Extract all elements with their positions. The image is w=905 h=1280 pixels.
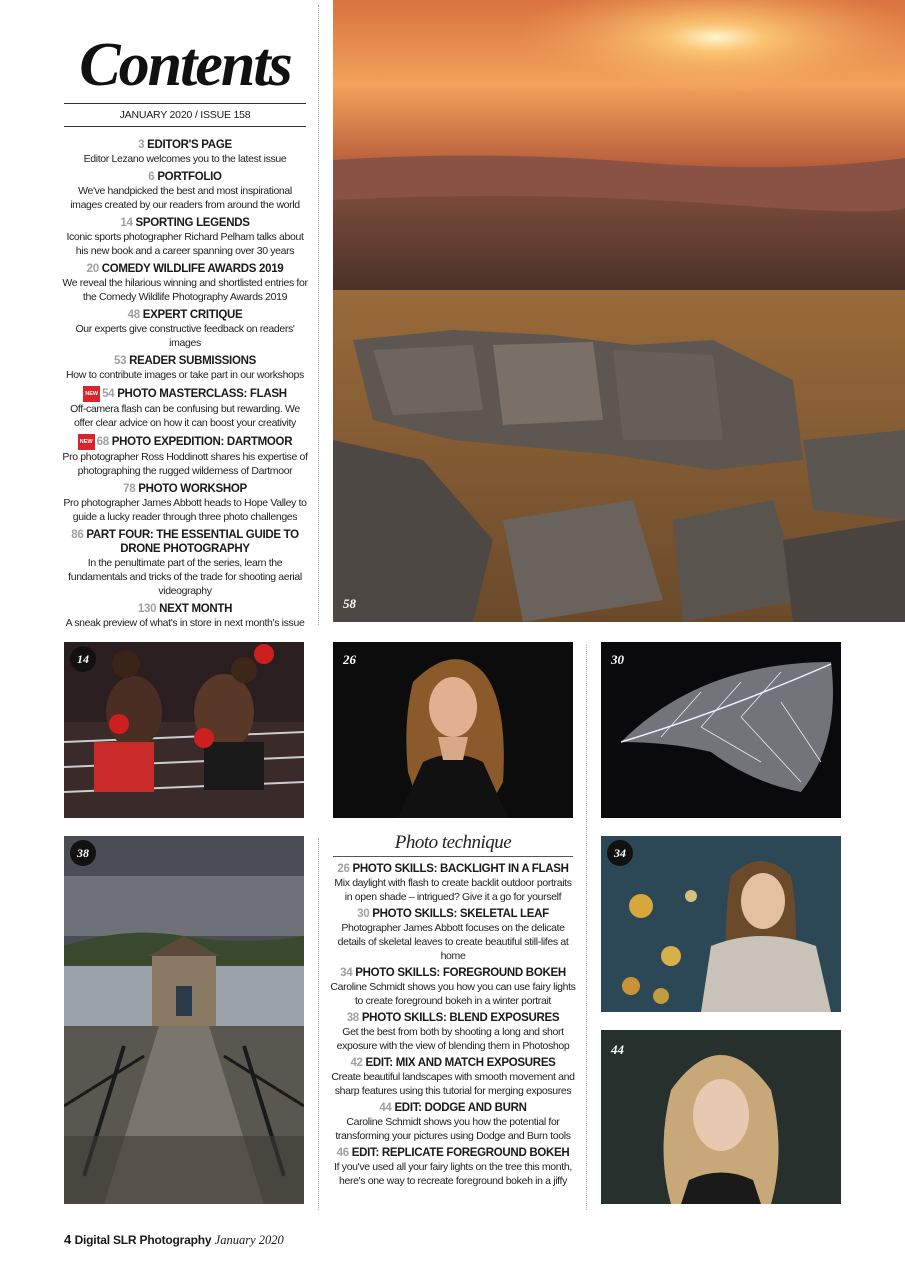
technique-entry[interactable] bbox=[330, 1011, 576, 1053]
page-number: 130 bbox=[137, 603, 157, 615]
entry-description: Photographer James Abbott focuses on the delicate details of skeletal leaves to create beautiful still-lifes at home bbox=[337, 922, 569, 962]
entry-title: PHOTO EXPEDITION: DARTMOOR bbox=[111, 436, 293, 448]
technique-entry[interactable] bbox=[330, 1146, 576, 1188]
entry-description: Get the best from both by shooting a long and short exposure with the view of blending them in Photoshop bbox=[336, 1026, 570, 1052]
entry-title: PHOTO SKILLS: SKELETAL LEAF bbox=[372, 908, 549, 920]
page-number: 26 bbox=[337, 863, 350, 875]
entry-title: NEXT MONTH bbox=[159, 603, 233, 615]
page-number: 53 bbox=[114, 355, 127, 367]
entry-title: COMEDY WILDLIFE AWARDS 2019 bbox=[101, 263, 284, 275]
entry-title: PHOTO MASTERCLASS: FLASH bbox=[117, 388, 287, 400]
page-ref-label: 34 bbox=[607, 840, 633, 866]
entry-title: PHOTO SKILLS: BACKLIGHT IN A FLASH bbox=[352, 863, 569, 875]
entry-title: PHOTO SKILLS: FOREGROUND BOKEH bbox=[355, 967, 566, 979]
entry-title: EDIT: MIX AND MATCH EXPOSURES bbox=[365, 1057, 556, 1069]
entry-title: PART FOUR: THE ESSENTIAL GUIDE TO DRONE PHOTOGRAPHY bbox=[86, 529, 299, 555]
page-number: 78 bbox=[123, 483, 136, 495]
magazine-name: Digital SLR Photography bbox=[74, 1233, 212, 1247]
table-of-contents bbox=[62, 138, 308, 634]
page-number: 86 bbox=[71, 529, 84, 541]
entry-description: We reveal the hilarious winning and shortlisted entries for the Comedy Wildlife Photography Awards 2019 bbox=[62, 277, 308, 303]
toc-entry[interactable] bbox=[62, 386, 308, 430]
toc-entry[interactable] bbox=[62, 434, 308, 478]
issue-date: January 2020 bbox=[214, 1233, 284, 1247]
toc-entry[interactable] bbox=[62, 170, 308, 212]
page-ref-label: 58 bbox=[343, 596, 356, 611]
page-number: 54 bbox=[102, 388, 115, 400]
boxing-photo[interactable] bbox=[64, 642, 304, 818]
toc-entry[interactable] bbox=[62, 528, 308, 598]
technique-entry[interactable] bbox=[330, 1101, 576, 1143]
entry-description: Off-camera flash can be confusing but rewarding. We offer clear advice on how it can boost your creativity bbox=[70, 403, 300, 429]
entry-title: PHOTO WORKSHOP bbox=[138, 483, 247, 495]
skeletal-leaf-photo[interactable] bbox=[601, 642, 841, 818]
page-number: 42 bbox=[350, 1057, 363, 1069]
entry-description: If you've used all your fairy lights on the tree this month, here's one way to recreate foreground bokeh in a jiffy bbox=[334, 1161, 572, 1187]
toc-entry[interactable] bbox=[62, 602, 308, 630]
photo-technique-list bbox=[330, 862, 576, 1191]
entry-description: Create beautiful landscapes with smooth movement and sharp features using this tutorial for merging exposures bbox=[331, 1071, 575, 1097]
page-number: 38 bbox=[346, 1012, 359, 1024]
page-footer bbox=[64, 1232, 284, 1248]
entry-title: SPORTING LEGENDS bbox=[135, 217, 250, 229]
entry-description: Pro photographer James Abbott heads to Hope Valley to guide a lucky reader through three photo challenges bbox=[63, 497, 307, 523]
entry-description: We've handpicked the best and most inspirational images created by our readers from around the world bbox=[70, 185, 300, 211]
entry-title: EDIT: REPLICATE FOREGROUND BOKEH bbox=[351, 1147, 570, 1159]
entry-description: Editor Lezano welcomes you to the latest issue bbox=[83, 153, 287, 165]
hero-landscape-photo[interactable] bbox=[333, 0, 905, 622]
page-number: 20 bbox=[86, 263, 99, 275]
entry-title: EDITOR'S PAGE bbox=[147, 139, 232, 151]
child-portrait-photo[interactable] bbox=[601, 1030, 841, 1204]
section-title: Photo technique bbox=[333, 832, 573, 857]
technique-entry[interactable] bbox=[330, 907, 576, 963]
entry-description: Iconic sports photographer Richard Pelham talks about his new book and a career spanning over 30 years bbox=[66, 231, 304, 257]
page-ref-label: 14 bbox=[70, 646, 96, 672]
page-number: 46 bbox=[336, 1147, 349, 1159]
page-number: 48 bbox=[127, 309, 140, 321]
page-number: 34 bbox=[340, 967, 353, 979]
entry-description: Caroline Schmidt shows you how the potential for transforming your pictures using Dodge and Burn tools bbox=[335, 1116, 571, 1142]
page-ref-label: 38 bbox=[70, 840, 96, 866]
page-number: 14 bbox=[120, 217, 133, 229]
page-number: 3 bbox=[138, 139, 145, 151]
toc-entry[interactable] bbox=[62, 482, 308, 524]
bokeh-portrait-photo[interactable] bbox=[601, 836, 841, 1012]
folio-number: 4 bbox=[64, 1232, 72, 1247]
page-title: Contents bbox=[79, 31, 291, 99]
entry-description: How to contribute images or take part in our workshops bbox=[66, 369, 304, 381]
issue-line: JANUARY 2020 / ISSUE 158 bbox=[64, 103, 306, 127]
entry-description: Mix daylight with flash to create backlit outdoor portraits in open shade – intrigued? Give it a go for yourself bbox=[334, 877, 572, 903]
page-ref-label: 26 bbox=[343, 652, 356, 667]
entry-description: Our experts give constructive feedback on readers' images bbox=[75, 323, 295, 349]
new-badge: NEW bbox=[83, 386, 100, 402]
entry-title: PHOTO SKILLS: BLEND EXPOSURES bbox=[361, 1012, 560, 1024]
technique-entry[interactable] bbox=[330, 862, 576, 904]
page-number: 68 bbox=[96, 436, 109, 448]
entry-description: A sneak preview of what's in store in next month's issue bbox=[65, 617, 305, 629]
column-divider bbox=[318, 838, 319, 1210]
technique-entry[interactable] bbox=[330, 966, 576, 1008]
entry-description: Pro photographer Ross Hoddinott shares his expertise of photographing the rugged wilderness of Dartmoor bbox=[62, 451, 308, 477]
entry-title: PORTFOLIO bbox=[157, 171, 222, 183]
toc-entry[interactable] bbox=[62, 354, 308, 382]
toc-entry[interactable] bbox=[62, 262, 308, 304]
entry-title: READER SUBMISSIONS bbox=[129, 355, 256, 367]
toc-entry[interactable] bbox=[62, 308, 308, 350]
page-number: 30 bbox=[357, 908, 370, 920]
entry-title: EDIT: DODGE AND BURN bbox=[394, 1102, 527, 1114]
technique-entry[interactable] bbox=[330, 1056, 576, 1098]
toc-entry[interactable] bbox=[62, 216, 308, 258]
column-divider bbox=[586, 645, 587, 1210]
page-ref-label: 44 bbox=[611, 1042, 624, 1057]
page-number: 6 bbox=[148, 171, 155, 183]
new-badge: NEW bbox=[78, 434, 95, 450]
entry-description: Caroline Schmidt shows you how you can use fairy lights to create foreground bokeh in a winter portrait bbox=[330, 981, 576, 1007]
entry-description: In the penultimate part of the series, learn the fundamentals and tricks of the trade for shooting aerial videography bbox=[68, 557, 302, 597]
reservoir-photo[interactable] bbox=[64, 836, 304, 1204]
backlit-portrait-photo[interactable] bbox=[333, 642, 573, 818]
page-number: 44 bbox=[379, 1102, 392, 1114]
column-divider bbox=[318, 5, 319, 625]
entry-title: EXPERT CRITIQUE bbox=[142, 309, 243, 321]
toc-entry[interactable] bbox=[62, 138, 308, 166]
page-ref-label: 30 bbox=[611, 652, 624, 667]
